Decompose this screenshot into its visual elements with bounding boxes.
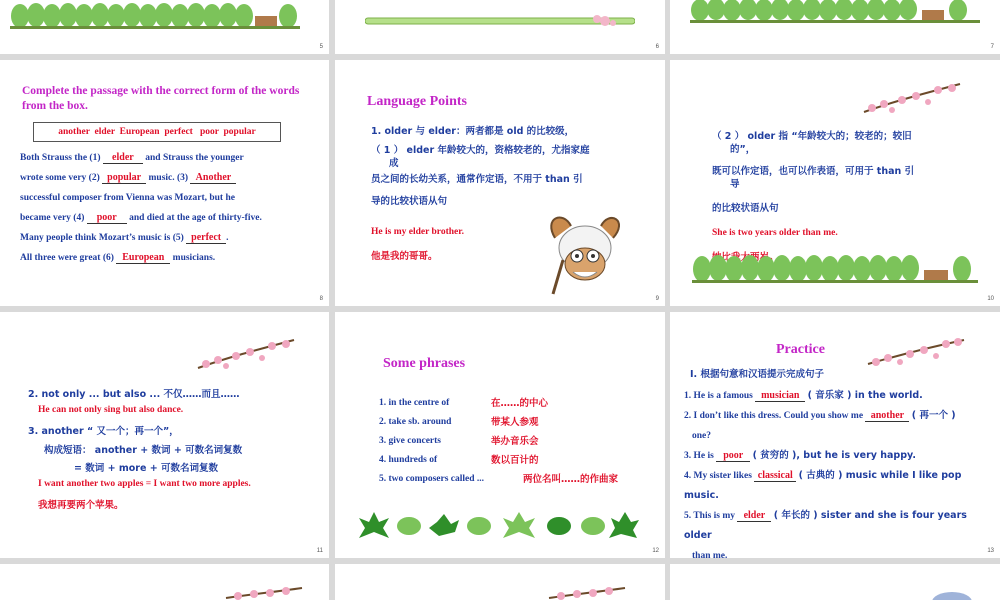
tree-row-decoration: [690, 0, 980, 24]
passage-line: All three were great (6) European musicians.: [20, 252, 216, 263]
passage-line: successful composer from Vienna was Mozart, but he: [20, 193, 235, 203]
goat-cartoon-icon: [543, 208, 629, 296]
question-5: 5. This is my elder ( 年长的 ) sister and she is four years older: [684, 510, 967, 541]
slide-6[interactable]: [335, 0, 665, 54]
slide-number: 11: [316, 548, 323, 554]
cherry-blossom-icon: [866, 334, 966, 370]
passage-line: Both Strauss the (1) elder and Strauss the younger: [20, 152, 244, 163]
slide-16[interactable]: [670, 564, 1000, 600]
explanation: [712, 130, 982, 214]
passage-line: became very (4) poor and died at the age of thirty-five.: [20, 212, 262, 223]
point-3: 3. another “ 又一个；再一个”，: [28, 426, 179, 437]
point-2: 2. not only ... but also ... 不仅……而且……: [28, 389, 240, 400]
slide-number: 9: [655, 296, 659, 302]
word-box: another elder European perfect poor popular: [33, 122, 281, 142]
exercise-list: [684, 386, 996, 558]
answer-blank[interactable]: Another: [190, 173, 236, 184]
bamboo-bar-decoration: [365, 14, 635, 28]
slide-13[interactable]: [670, 312, 1000, 558]
slide-number: 12: [652, 548, 659, 554]
question-5-cont: than me.: [692, 551, 728, 558]
phrase-item: 4. hundreds of 数以百计的: [379, 455, 539, 466]
text-line: 的比较状语从句: [712, 203, 779, 214]
slide-title: Practice: [776, 342, 825, 357]
text-line: 的”，: [730, 144, 756, 155]
cherry-blossom-icon: [862, 78, 962, 118]
passage-line: Many people think Mozart’s music is (5) perfect .: [20, 232, 229, 243]
question-2: 2. I don’t like this dress. Could you show me another ( 再一个 ): [684, 410, 956, 421]
text-line: 导: [730, 179, 740, 190]
example-en: He can not only sing but also dance.: [38, 405, 184, 415]
cherry-blossom-icon: [224, 586, 304, 600]
slide-number: 6: [655, 44, 659, 50]
phrase-item: 3. give concerts 举办音乐会: [379, 436, 539, 447]
answer-blank[interactable]: elder: [103, 153, 143, 164]
phrase-pattern: 构成短语： another + 数词 + 可数名词复数: [44, 445, 243, 456]
tree-row-decoration: [692, 254, 978, 284]
cherry-blossom-icon: [196, 334, 296, 374]
slide-12[interactable]: [335, 312, 665, 558]
example-cn: 他是我的哥哥。: [371, 251, 438, 262]
slide-title: Language Points: [367, 94, 467, 109]
phrase-list: [379, 394, 649, 489]
question-1: 1. He is a famous musician ( 音乐家 ) in the world.: [684, 390, 923, 401]
slide-number: 5: [319, 44, 323, 50]
answer-blank[interactable]: elder: [737, 511, 771, 522]
exercise-subtitle: I. 根据句意和汉语提示完成句子: [690, 369, 824, 380]
slide-7[interactable]: [670, 0, 1000, 54]
answer-blank[interactable]: popular: [102, 173, 146, 184]
slide-15[interactable]: [335, 564, 665, 600]
answer-blank[interactable]: perfect: [186, 233, 226, 244]
example-en: He is my elder brother.: [371, 227, 464, 237]
answer-blank[interactable]: European: [116, 253, 170, 264]
question-3: 3. He is poor ( 贫穷的 ), but he is very happy.: [684, 450, 916, 461]
slide-edge-decoration: [932, 592, 972, 600]
slide-number: 13: [987, 548, 994, 554]
cherry-blossom-icon: [547, 586, 627, 600]
answer-blank[interactable]: poor: [716, 451, 750, 462]
question-4: 4. My sister likes classical ( 古典的 ) music while I like pop music.: [684, 470, 962, 501]
tree-row-decoration: [10, 2, 300, 30]
slide-title: Some phrases: [383, 356, 466, 371]
phrase-item: 1. in the centre of 在……的中心: [379, 398, 549, 409]
text-line: 员之间的长幼关系，通常作定语，不用于 than 引: [371, 174, 583, 185]
text-line: 导的比较状语从句: [371, 196, 448, 207]
slide-11[interactable]: [0, 312, 329, 558]
answer-blank[interactable]: classical: [754, 471, 796, 482]
answer-blank[interactable]: musician: [755, 391, 805, 402]
phrase-item: 5. two composers called ... 两位名叫……的作曲家: [379, 474, 619, 485]
instruction-text: Complete the passage with the correct form of the words from the box.: [22, 85, 300, 112]
text-line: 成: [389, 158, 399, 169]
slide-10[interactable]: [670, 60, 1000, 306]
explanation: [371, 122, 651, 211]
slide-8[interactable]: [0, 60, 329, 306]
text-line: 既可以作定语，也可以作表语，可用于 than 引: [712, 166, 915, 177]
slide-number: 8: [319, 296, 323, 302]
text-line: （ 1 ） elder 年龄较大的，资格较老的，尤指家庭: [371, 145, 590, 156]
passage: [20, 148, 320, 268]
leaf-row-decoration: [359, 510, 639, 540]
answer-blank[interactable]: poor: [87, 213, 127, 224]
phrase-pattern: = 数词 + more + 可数名词复数: [74, 463, 218, 474]
text-line: 1. older 与 elder：两者都是 old 的比较级，: [371, 126, 575, 137]
slide-number: 10: [987, 296, 994, 302]
example-en: I want another two apples = I want two more apples.: [38, 479, 251, 489]
example-cn: 我想再要两个苹果。: [38, 500, 124, 511]
question-2-cont: one?: [692, 431, 711, 441]
slide-5[interactable]: [0, 0, 329, 54]
answer-blank[interactable]: another: [865, 411, 909, 422]
slide-number: 7: [990, 44, 994, 50]
phrase-item: 2. take sb. around 带某人参观: [379, 417, 539, 428]
example-en: She is two years older than me.: [712, 228, 838, 238]
slide-9[interactable]: [335, 60, 665, 306]
text-line: （ 2 ） older 指 “年龄较大的；较老的；较旧: [712, 131, 912, 142]
slide-14[interactable]: [0, 564, 329, 600]
passage-line: wrote some very (2) popular music. (3) Another: [20, 168, 320, 188]
